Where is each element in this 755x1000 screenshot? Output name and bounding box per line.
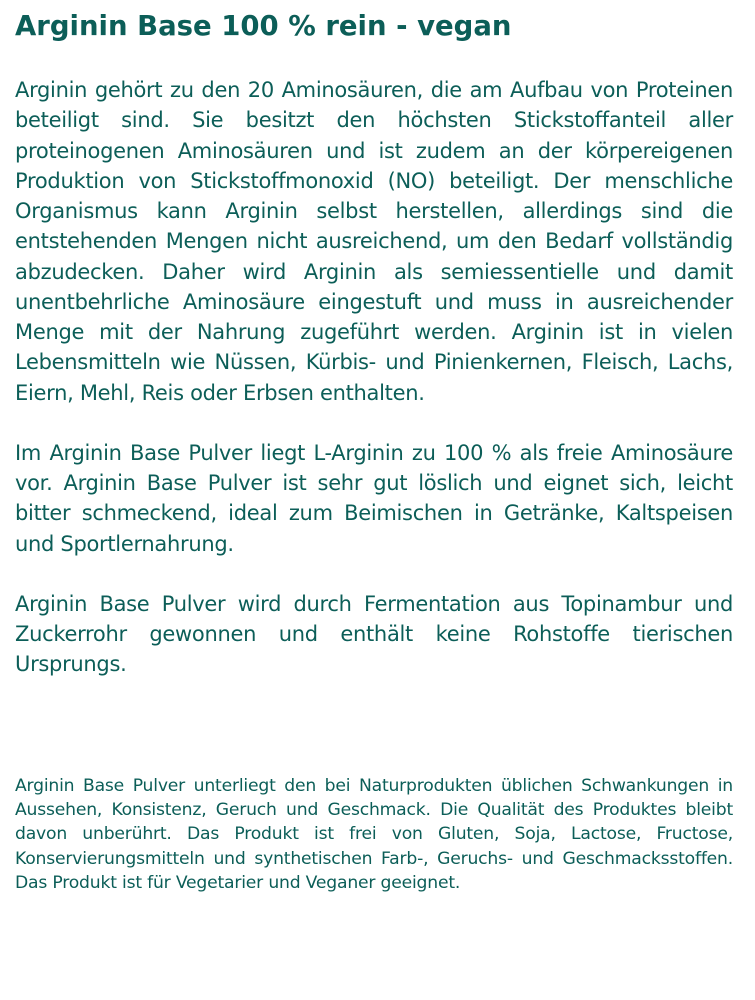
paragraph-intro: Arginin gehört zu den 20 Aminosäuren, die am Aufbau von Proteinen beteiligt sind. Sie besitzt den höchsten Stickstoffanteil aller proteinogenen Aminosäuren und ist zudem an der körpereigenen Produktion von Stickstoffmonoxid (NO) beteiligt. Der menschliche Organismus kann Arginin selbst herstellen, allerdings sind die entstehenden Mengen nicht ausreichend, um den Bedarf vollständig abzudecken. Daher wird Arginin als semiessentielle und damit unentbehrliche Aminosäure eingestuft und muss in ausreichender Menge mit der Nahrung zugeführt werden. Arginin ist in vielen Lebensmitteln wie Nüssen, Kürbis- und Pinienkernen, Fleisch, Lachs, Eiern, Mehl, Reis oder Erbsen enthalten. (15, 78, 733, 405)
page-title: Arginin Base 100 % rein - vegan (15, 10, 512, 42)
quality-note: Arginin Base Pulver unterliegt den bei Naturprodukten üblichen Schwankungen in Aussehen, Konsistenz, Geruch und Geschmack. Die Qualität des Produktes bleibt davon unberührt. Das Produkt ist frei von Gluten, Soja, Lactose, Fructose, Konservierungsmitteln und synthetischen Farb-, Geruchs- und Geschmacksstoffen. Das Produkt ist für Vegetarier und Veganer geeignet. (15, 775, 733, 894)
paragraph-production: Arginin Base Pulver wird durch Fermentation aus Topinambur und Zuckerrohr gewonnen und enthält keine Rohstoffe tierischen Ursprungs. (15, 591, 733, 677)
paragraph-powder: Im Arginin Base Pulver liegt L-Arginin zu 100 % als freie Aminosäure vor. Arginin Base Pulver ist sehr gut löslich und eignet sich, leicht bitter schmeckend, ideal zum Beimischen in Getränke, Kaltspeisen und Sportlernahrung. (15, 440, 733, 556)
product-description (15, 6, 733, 896)
